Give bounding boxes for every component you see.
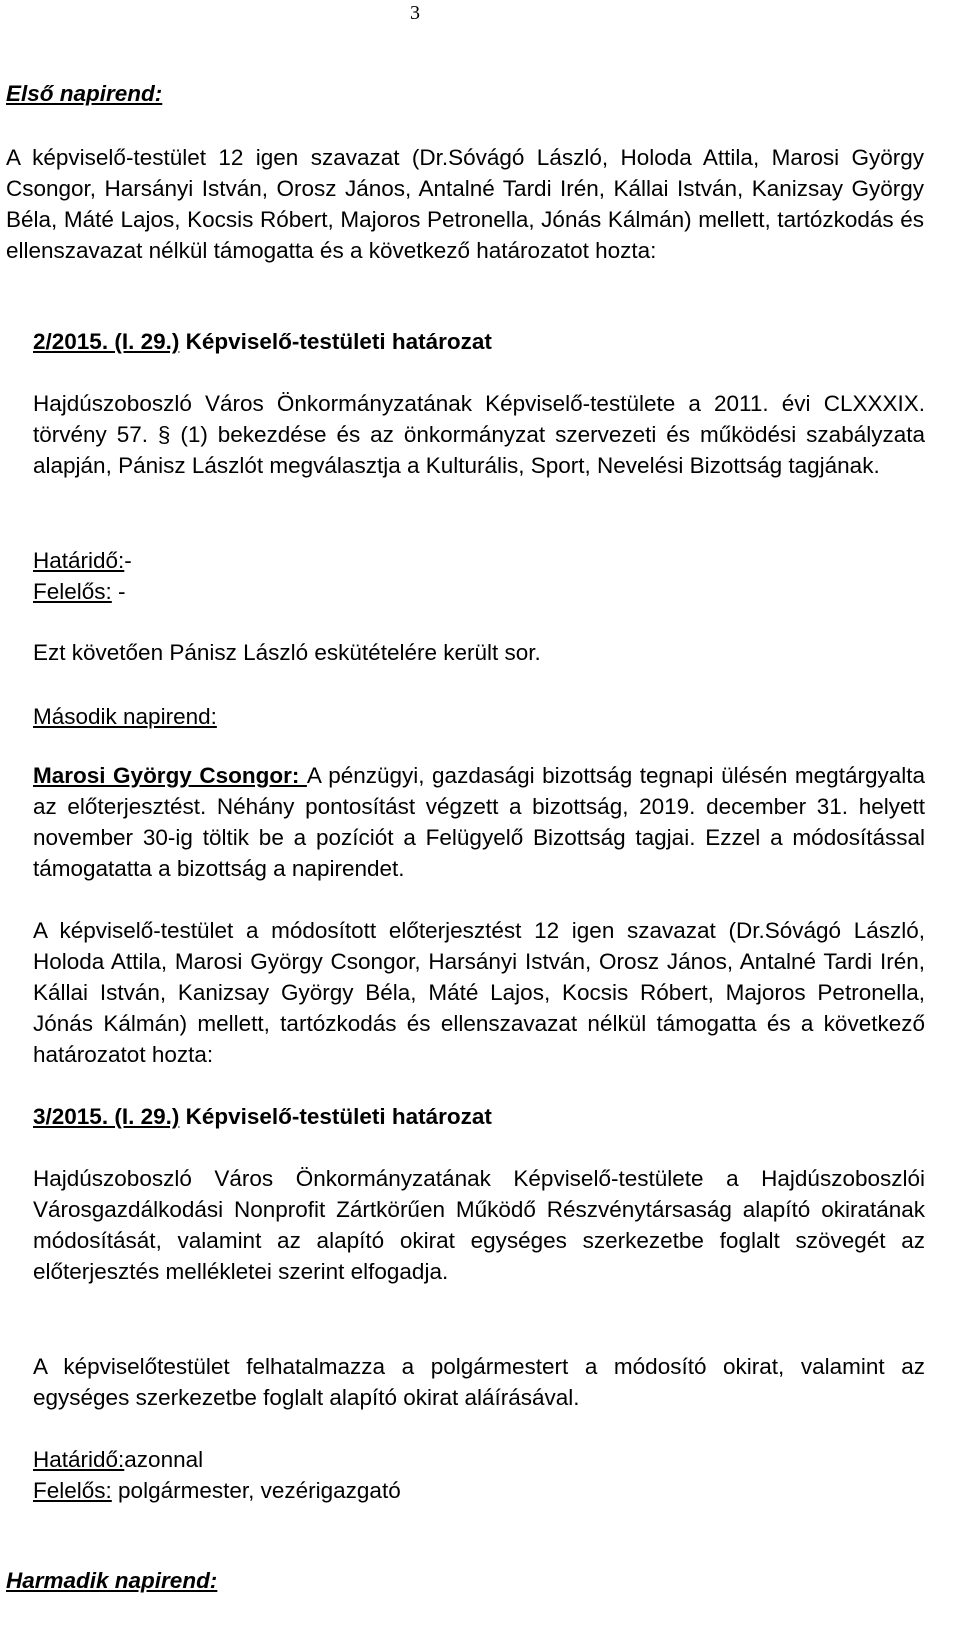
deadline-value: - [124, 548, 132, 573]
responsible-label: Felelős: [33, 579, 112, 604]
agenda2-responsible [33, 1475, 401, 1506]
agenda2-speech [33, 760, 925, 884]
deadline-value: azonnal [124, 1447, 204, 1472]
page-number: 3 [410, 2, 420, 24]
agenda2-deadline [33, 1444, 203, 1475]
speech-text: A pénzügyi, gazdasági bizottság tegnapi ülésén megtárgyalta az előterjesztést. Néhány pontosítást végzett a bizottság, 2019. december 31. helyett november 30-ig töltik be a pozíciót a Felügyelő Bizottság tagjai. Ezzel a módosítással támogatatta a bizottság a napirendet. [33, 763, 925, 881]
speaker-name: Marosi György Csongor: [33, 763, 307, 788]
responsible-label: Felelős: [33, 1478, 112, 1503]
responsible-value: - [111, 579, 126, 604]
deadline-label: Határidő: [33, 1447, 125, 1472]
resolution-title-text: Képviselő-testületi határozat [179, 329, 492, 354]
agenda1-resolution-text: Hajdúszoboszló Város Önkormányzatának Képviselő-testülete a 2011. évi CLXXXIX. törvény 57. § (1) bekezdése és az önkormányzat szervezeti és működési szabályzata alapján, Pánisz Lászlót megválasztja a Kulturális, Sport, Nevelési Bizottság tagjának. [33, 391, 925, 478]
agenda1-resolution-title [33, 328, 492, 356]
agenda2-vote-paragraph: A képviselő-testület a módosított előterjesztést 12 igen szavazat (Dr.Sóvágó László, Holoda Attila, Marosi György Csongor, Harsányi István, Orosz János, Antalné Tardi Irén, Kállai István, Kanizsay György Béla, Máté Lajos, Kocsis Róbert, Majoros Petronella, Jónás Kálmán) mellett, tartózkodás és ellenszavazat nélkül támogatta és a következő határozatot hozta: [33, 918, 925, 1067]
agenda1-vote-paragraph: A képviselő-testület 12 igen szavazat (Dr.Sóvágó László, Holoda Attila, Marosi György Csongor, Harsányi István, Orosz János, Antalné Tardi Irén, Kállai István, Kanizsay György Béla, Máté Lajos, Kocsis Róbert, Majoros Petronella, Jónás Kálmán) mellett, tartózkodás és ellenszavazat nélkül támogatta és a következő határozatot hozta: [6, 145, 924, 263]
resolution-title-text: Képviselő-testületi határozat [179, 1104, 492, 1129]
agenda2-heading: Második napirend: [33, 704, 217, 729]
agenda3-heading: Harmadik napirend: [6, 1568, 218, 1593]
agenda2-authorization-text: A képviselőtestület felhatalmazza a polgármestert a módosító okirat, valamint az egységes szerkezetbe foglalt alapító okirat aláírásával. [33, 1354, 925, 1410]
agenda1-note: Ezt követően Pánisz László eskütételére került sor. [33, 640, 541, 665]
agenda2-resolution-text: Hajdúszoboszló Város Önkormányzatának Képviselő-testülete a Hajdúszoboszlói Városgazdálkodási Nonprofit Zártkörűen Működő Részvénytársaság alapító okiratának módosítását, valamint az alapító okirat egységes szerkezetbe foglalt szövegét az előterjesztés mellékletei szerint elfogadja. [33, 1166, 925, 1284]
agenda1-heading: Első napirend: [6, 81, 163, 106]
agenda1-responsible [33, 576, 126, 607]
agenda2-resolution-title [33, 1103, 492, 1131]
resolution-number: 3/2015. (I. 29.) [33, 1104, 180, 1129]
deadline-label: Határidő: [33, 548, 125, 573]
responsible-value: polgármester, vezérigazgató [111, 1478, 401, 1503]
agenda1-deadline [33, 545, 132, 576]
resolution-number: 2/2015. (I. 29.) [33, 329, 180, 354]
